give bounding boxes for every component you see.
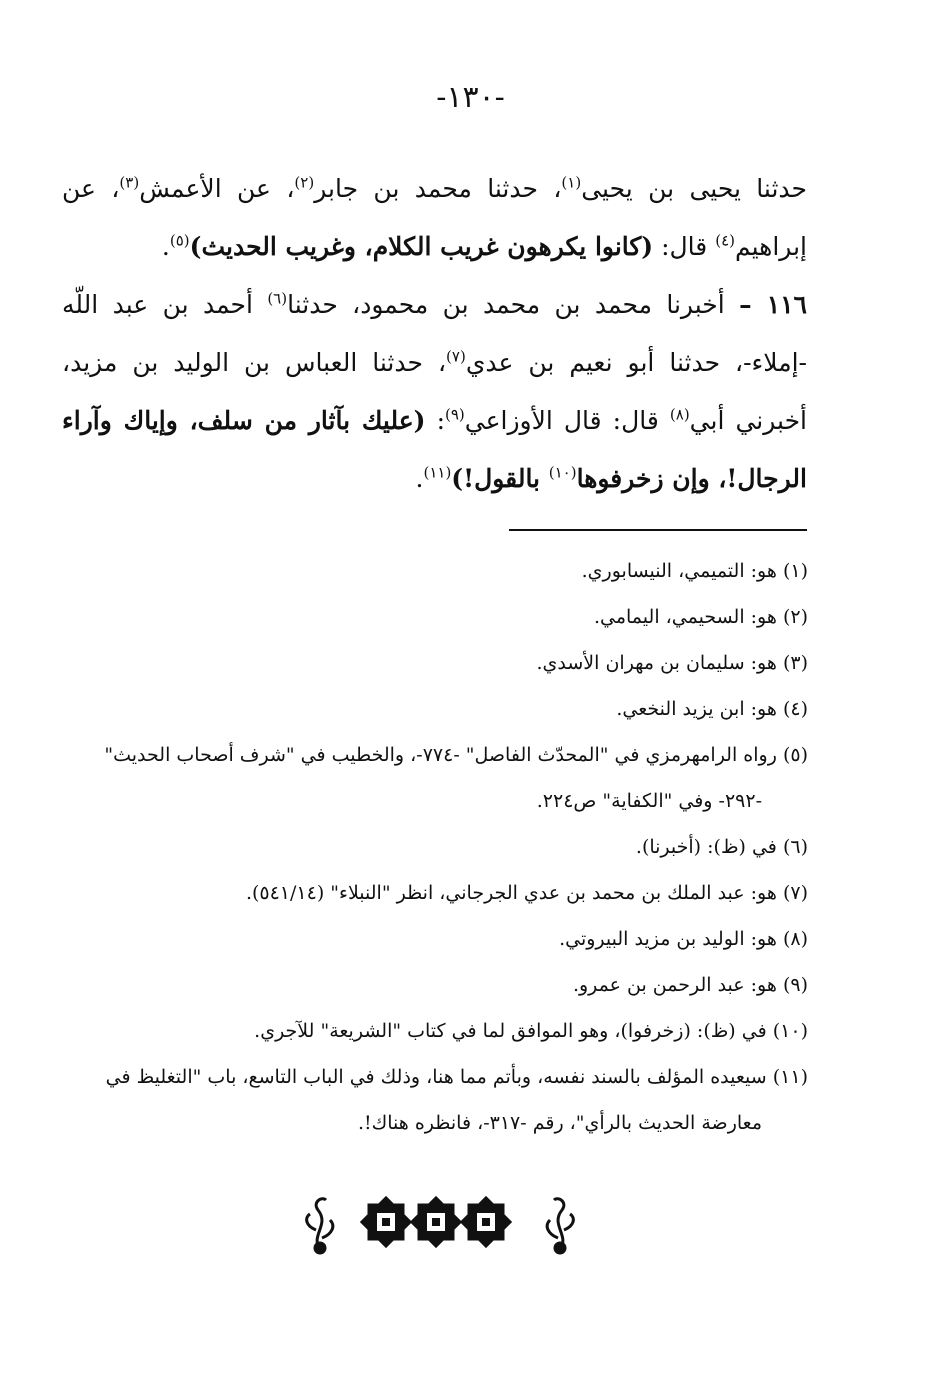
paragraph-1 <box>62 160 807 276</box>
footnote-6 <box>64 824 808 870</box>
footnote-separator <box>509 529 807 531</box>
footnote-ref-2: (٢) <box>294 173 315 192</box>
footnote-ref-10: (١٠) <box>548 463 577 482</box>
page-number: -١٣٠- <box>436 80 505 115</box>
footnotes <box>64 548 808 1146</box>
text-segment: قال: <box>653 232 716 261</box>
text-segment: ، حدثنا محمد بن جابر <box>314 174 562 203</box>
quoted-saying: (عليك بآثار من سلف، وإياك وآراء الرجال!، وإن زخرفوها <box>62 406 807 493</box>
footnote-ref-4: (٤) <box>715 231 735 250</box>
footnote-9 <box>64 962 808 1008</box>
footnote-number: (٧) <box>782 882 808 904</box>
footnote-continuation: معارضة الحديث بالرأي"، رقم -٣١٧-، فانظره هناك!. <box>357 1112 762 1134</box>
footnote-text: هو: التميمي، النيسابوري. <box>581 560 777 582</box>
footnote-text: هو: عبد الرحمن بن عمرو. <box>572 974 777 996</box>
footnote-8 <box>64 916 808 962</box>
footnote-ref-11: (١١) <box>423 463 452 482</box>
floral-ornament-left-icon <box>307 1199 333 1253</box>
paragraph-2 <box>62 276 807 508</box>
footnote-number: (١٠) <box>772 1020 808 1042</box>
footnote-text: هو: ابن يزيد النخعي. <box>616 698 777 720</box>
footnote-text: رواه الرامهرمزي في "المحدّث الفاصل" -٧٧٤-، والخطيب في "شرف أصحاب الحديث" <box>104 744 777 766</box>
footnote-number: (٥) <box>782 744 808 766</box>
footnote-10 <box>64 1008 808 1054</box>
footnote-text: في (ظ): (زخرفوا)، وهو الموافق لما في كتاب "الشريعة" للآجري. <box>254 1020 767 1042</box>
footnote-ref-8: (٨) <box>669 405 690 424</box>
text-segment: ، عن الأعمش <box>139 174 295 203</box>
footnote-text: في (ظ): (أخبرنا). <box>635 836 777 858</box>
footnote-11 <box>64 1054 808 1146</box>
footnote-number: (٣) <box>782 652 808 674</box>
footnote-1 <box>64 548 808 594</box>
floral-ornament-right-icon <box>547 1199 573 1253</box>
footnote-text: هو: عبد الملك بن محمد بن عدي الجرجاني، انظر "النبلاء" (٥٤١/١٤). <box>245 882 777 904</box>
text-segment: أحمد بن عبد اللّه -إملاء-، حدثنا أبو نعيم بن عدي <box>62 290 807 377</box>
text-segment: ، حدثنا العباس بن الوليد بن مزيد، أخبرني أبي <box>62 348 808 435</box>
footnote-number: (١) <box>782 560 808 582</box>
footnote-text: سيعيده المؤلف بالسند نفسه، وبأتم مما هنا، وذلك في الباب التاسع، باب "التغليظ في <box>105 1066 767 1088</box>
footnote-text: هو: الوليد بن مزيد البيروتي. <box>559 928 777 950</box>
text-segment: قال: قال الأوزاعي <box>464 406 670 435</box>
footnote-text: هو: سليمان بن مهران الأسدي. <box>536 652 777 674</box>
main-text <box>62 160 807 508</box>
end-ornament <box>0 1190 941 1260</box>
geometric-ornament-icon <box>361 1197 512 1248</box>
text-segment: . <box>161 232 170 261</box>
footnote-text: هو: السحيمي، اليمامي. <box>593 606 777 628</box>
footnote-3 <box>64 640 808 686</box>
footnote-4 <box>64 686 808 732</box>
footnote-number: (١١) <box>772 1066 808 1088</box>
text-segment: ، عن إبراهيم <box>62 174 807 261</box>
footnote-ref-9: (٩) <box>445 405 465 424</box>
footnote-ref-6: (٦) <box>267 289 288 308</box>
text-segment: . <box>415 464 424 493</box>
quoted-saying: (كانوا يكرهون غريب الكلام، وغريب الحديث) <box>189 232 654 261</box>
footnote-ref-7: (٧) <box>446 347 466 366</box>
footnote-continuation: -٢٩٢- وفي "الكفاية" ص٢٢٤. <box>536 790 762 812</box>
footnote-number: (٢) <box>782 606 808 628</box>
footnote-number: (٩) <box>782 974 808 996</box>
footnote-number: (٦) <box>782 836 808 858</box>
footnote-ref-3: (٣) <box>119 173 140 192</box>
footnote-7 <box>64 870 808 916</box>
hadith-number: ١١٦ – <box>739 290 807 319</box>
footnote-5 <box>64 732 808 824</box>
footnote-ref-1: (١) <box>561 173 582 192</box>
footnote-number: (٤) <box>782 698 808 720</box>
footnote-number: (٨) <box>782 928 808 950</box>
quoted-saying: بالقول!) <box>451 464 549 493</box>
footnote-2 <box>64 594 808 640</box>
text-segment: حدثنا يحيى بن يحيى <box>581 174 807 203</box>
text-segment: أخبرنا محمد بن محمد بن محمود، حدثنا <box>287 290 740 319</box>
text-segment: : <box>425 406 445 435</box>
footnote-ref-5: (٥) <box>169 231 190 250</box>
